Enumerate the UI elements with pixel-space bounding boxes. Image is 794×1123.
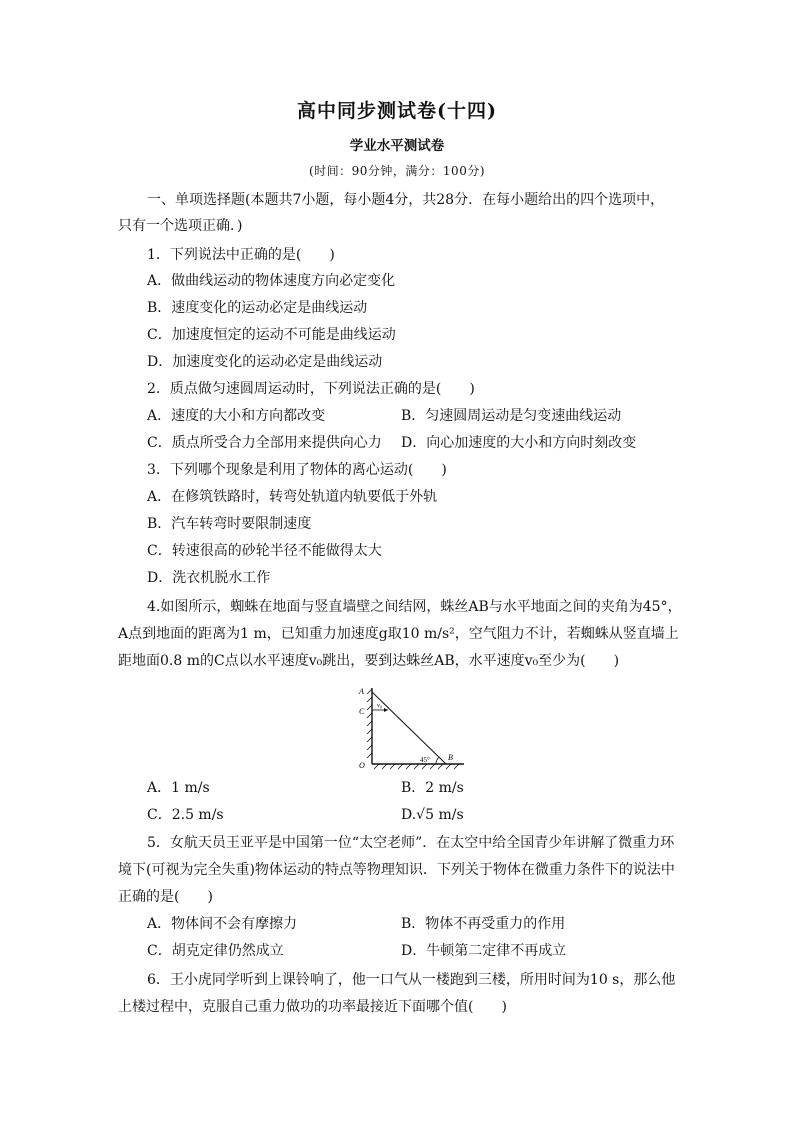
q1-option-b: B．速度变化的运动必定是曲线运动 [147, 300, 368, 316]
silk-ab-line [372, 692, 446, 764]
ground-hatching [374, 764, 459, 769]
q3-option-a: A．在修筑铁路时，转弯处轨道内轨要低于外轨 [147, 489, 438, 505]
label-o: O [359, 761, 365, 770]
q1-option-a: A．做曲线运动的物体速度方向必定变化 [147, 273, 396, 289]
page-title: 高中同步测试卷(十四) [297, 100, 497, 122]
q3-option-d: D．洗衣机脱水工作 [147, 570, 271, 586]
label-v0: v₀ [377, 702, 383, 709]
time-score-note: (时间：90分钟，满分：100分) [308, 164, 486, 178]
q3-option-c: C．转速很高的砂轮半径不能做得太大 [147, 543, 382, 559]
q5-option-c: C．胡克定律仍然成立 [147, 943, 284, 959]
q3-option-b: B．汽车转弯时要限制速度 [147, 516, 312, 532]
q1-option-c: C．加速度恒定的运动不可能是曲线运动 [147, 327, 396, 343]
q5-option-a: A．物体间不会有摩擦力 [147, 916, 298, 932]
q4-option-b: B．2 m/s [401, 780, 464, 796]
q5-stem-line1: 5．女航天员王亚平是中国第一位“太空老师”．在太空中给全国青少年讲解了微重力环 [147, 835, 675, 851]
q6-stem-line2: 上楼过程中，克服自己重力做功的功率最接近下面哪个值( ) [118, 999, 507, 1015]
section-intro-line2: 只有一个选项正确．) [118, 218, 243, 234]
q3-stem: 3．下列哪个现象是利用了物体的离心运动( ) [147, 462, 447, 478]
q5-stem-line2: 境下(可视为完全失重)物体运动的特点等物理知识．下列关于物体在微重力条件下的说法中 [118, 862, 675, 878]
q4-option-a: A．1 m/s [147, 780, 210, 796]
q4-option-c: C．2.5 m/s [147, 807, 224, 823]
q2-option-d: D．向心加速度的大小和方向时刻改变 [401, 435, 637, 451]
q4-stem-line2: A点到地面的距离为1 m，已知重力加速度g取10 m/s²，空气阻力不计，若蜘蛛从竖直墙上 [118, 626, 679, 642]
velocity-arrowhead [384, 708, 388, 712]
label-b: B [448, 753, 453, 762]
q2-option-a: A．速度的大小和方向都改变 [147, 408, 326, 424]
page-subtitle: 学业水平测试卷 [349, 138, 445, 154]
q2-stem: 2．质点做匀速圆周运动时，下列说法正确的是( ) [147, 381, 475, 397]
q1-option-d: D．加速度变化的运动必定是曲线运动 [147, 354, 383, 370]
q1-stem: 1．下列说法中正确的是( ) [147, 247, 335, 263]
spider-web-diagram [354, 684, 466, 770]
q5-stem-line3: 正确的是( ) [118, 889, 213, 905]
wall-hatching [367, 689, 372, 758]
q5-option-b: B．物体不再受重力的作用 [401, 916, 566, 932]
label-a: A [359, 687, 364, 696]
q2-option-c: C．质点所受合力全部用来提供向心力 [147, 435, 382, 451]
angle-arc [436, 757, 439, 764]
q5-option-d: D．牛顿第二定律不再成立 [401, 943, 567, 959]
label-c: C [359, 707, 365, 716]
section-intro-line1: 一、单项选择题(本题共7小题，每小题4分，共28分．在每小题给出的四个选项中， [147, 192, 665, 208]
q4-stem-line3: 距地面0.8 m的C点以水平速度v₀跳出，要到达蛛丝AB，水平速度v₀至少为( ) [118, 653, 620, 669]
q4-option-d: D.√5 m/s [401, 807, 464, 823]
q6-stem-line1: 6．王小虎同学听到上课铃响了，他一口气从一楼跑到三楼，所用时间为10 s，那么他 [147, 972, 676, 988]
q4-stem-line1: 4.如图所示，蜘蛛在地面与竖直墙壁之间结网，蛛丝AB与水平地面之间的夹角为45°， [147, 599, 682, 615]
label-angle: 45° [420, 756, 430, 764]
q2-option-b: B．匀速圆周运动是匀变速曲线运动 [401, 408, 622, 424]
